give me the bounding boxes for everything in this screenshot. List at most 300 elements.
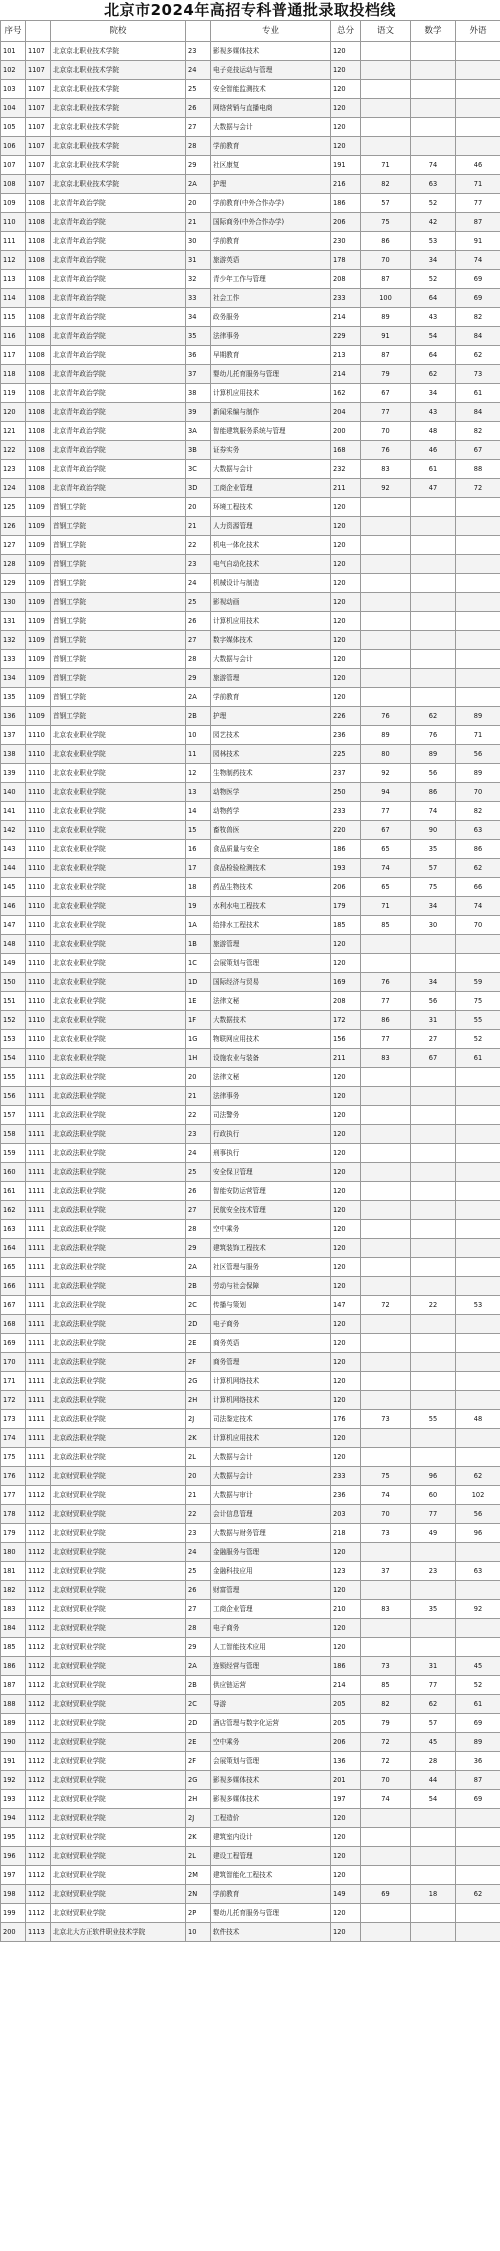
cell-total: 120 (331, 1904, 361, 1923)
cell-school-code: 1110 (26, 935, 51, 954)
cell-foreign: 89 (456, 764, 500, 783)
cell-total: 250 (331, 783, 361, 802)
cell-major-code: 27 (186, 118, 211, 137)
cell-major: 连锁经营与管理 (211, 1657, 331, 1676)
cell-total: 120 (331, 555, 361, 574)
cell-total: 216 (331, 175, 361, 194)
cell-math: 62 (411, 707, 456, 726)
header-chinese: 语文 (361, 21, 411, 42)
cell-chinese: 79 (361, 365, 411, 384)
cell-school-code: 1108 (26, 441, 51, 460)
header-school: 院校 (51, 21, 186, 42)
cell-chinese: 89 (361, 308, 411, 327)
cell-school-code: 1109 (26, 650, 51, 669)
cell-math (411, 1277, 456, 1296)
cell-major: 大数据与会计 (211, 650, 331, 669)
cell-school-code: 1111 (26, 1087, 51, 1106)
cell-math: 77 (411, 1676, 456, 1695)
cell-total: 120 (331, 1220, 361, 1239)
table-row (1, 783, 500, 802)
cell-school-code: 1110 (26, 802, 51, 821)
cell-total: 233 (331, 1467, 361, 1486)
cell-math (411, 1353, 456, 1372)
table-row (1, 612, 500, 631)
cell-school: 首钢工学院 (51, 536, 186, 555)
cell-math (411, 1372, 456, 1391)
cell-index: 115 (1, 308, 26, 327)
cell-major-code: 23 (186, 42, 211, 61)
cell-index: 123 (1, 460, 26, 479)
cell-chinese (361, 593, 411, 612)
cell-foreign (456, 669, 500, 688)
cell-index: 192 (1, 1771, 26, 1790)
cell-chinese: 85 (361, 1676, 411, 1695)
cell-major: 金融科技应用 (211, 1562, 331, 1581)
cell-math: 61 (411, 460, 456, 479)
cell-major: 证券实务 (211, 441, 331, 460)
cell-major-code: 21 (186, 1087, 211, 1106)
cell-total: 225 (331, 745, 361, 764)
cell-chinese (361, 631, 411, 650)
cell-chinese (361, 1847, 411, 1866)
table-row (1, 346, 500, 365)
cell-major: 社区管理与服务 (211, 1258, 331, 1277)
table-row (1, 1182, 500, 1201)
cell-major: 护理 (211, 707, 331, 726)
cell-school-code: 1110 (26, 1011, 51, 1030)
cell-school-code: 1111 (26, 1353, 51, 1372)
table-row (1, 1296, 500, 1315)
cell-major: 建筑装饰工程技术 (211, 1239, 331, 1258)
cell-chinese: 71 (361, 897, 411, 916)
cell-major: 会计信息管理 (211, 1505, 331, 1524)
table-row (1, 251, 500, 270)
cell-index: 164 (1, 1239, 26, 1258)
cell-index: 185 (1, 1638, 26, 1657)
cell-chinese: 85 (361, 916, 411, 935)
cell-school: 北京财贸职业学院 (51, 1676, 186, 1695)
table-row (1, 1087, 500, 1106)
cell-foreign: 82 (456, 308, 500, 327)
cell-chinese: 75 (361, 213, 411, 232)
table-row (1, 479, 500, 498)
cell-major: 国际经济与贸易 (211, 973, 331, 992)
cell-total: 120 (331, 1581, 361, 1600)
cell-major: 数字媒体技术 (211, 631, 331, 650)
cell-index: 103 (1, 80, 26, 99)
cell-major: 畜牧兽医 (211, 821, 331, 840)
cell-major: 婴幼儿托育服务与管理 (211, 1904, 331, 1923)
table-row (1, 289, 500, 308)
cell-major: 设施农业与装备 (211, 1049, 331, 1068)
cell-major: 学前教育 (211, 137, 331, 156)
cell-school: 北京青年政治学院 (51, 232, 186, 251)
cell-chinese: 92 (361, 764, 411, 783)
cell-chinese: 87 (361, 346, 411, 365)
table-row (1, 707, 500, 726)
cell-total: 176 (331, 1410, 361, 1429)
cell-major-code: 14 (186, 802, 211, 821)
cell-math (411, 1125, 456, 1144)
cell-major-code: 29 (186, 156, 211, 175)
cell-major: 给排水工程技术 (211, 916, 331, 935)
cell-index: 174 (1, 1429, 26, 1448)
cell-major-code: 12 (186, 764, 211, 783)
cell-school: 北京农业职业学院 (51, 954, 186, 973)
cell-foreign: 88 (456, 460, 500, 479)
cell-school: 北京政法职业学院 (51, 1448, 186, 1467)
cell-school: 北京政法职业学院 (51, 1106, 186, 1125)
cell-school-code: 1107 (26, 137, 51, 156)
cell-major: 司法鉴定技术 (211, 1410, 331, 1429)
cell-math: 43 (411, 308, 456, 327)
cell-foreign (456, 1125, 500, 1144)
cell-index: 142 (1, 821, 26, 840)
cell-school-code: 1110 (26, 726, 51, 745)
cell-index: 181 (1, 1562, 26, 1581)
cell-total: 120 (331, 1847, 361, 1866)
cell-chinese: 67 (361, 384, 411, 403)
cell-math: 57 (411, 1714, 456, 1733)
cell-math (411, 555, 456, 574)
cell-school-code: 1110 (26, 992, 51, 1011)
cell-major: 国际商务(中外合作办学) (211, 213, 331, 232)
cell-major: 建筑智能化工程技术 (211, 1866, 331, 1885)
cell-chinese (361, 688, 411, 707)
cell-math: 75 (411, 878, 456, 897)
cell-total: 185 (331, 916, 361, 935)
table-row (1, 61, 500, 80)
cell-chinese (361, 935, 411, 954)
cell-major: 园艺技术 (211, 726, 331, 745)
cell-chinese (361, 669, 411, 688)
cell-major: 药品生物技术 (211, 878, 331, 897)
cell-school-code: 1108 (26, 213, 51, 232)
cell-school-code: 1107 (26, 175, 51, 194)
cell-school-code: 1110 (26, 1049, 51, 1068)
cell-math: 67 (411, 1049, 456, 1068)
cell-chinese: 70 (361, 1505, 411, 1524)
cell-total: 206 (331, 1733, 361, 1752)
cell-total: 120 (331, 631, 361, 650)
cell-foreign: 91 (456, 232, 500, 251)
table-row (1, 175, 500, 194)
cell-chinese: 77 (361, 1030, 411, 1049)
cell-total: 233 (331, 802, 361, 821)
cell-chinese (361, 118, 411, 137)
table-row (1, 726, 500, 745)
cell-total: 214 (331, 365, 361, 384)
cell-foreign: 69 (456, 1714, 500, 1733)
cell-total: 186 (331, 840, 361, 859)
cell-math (411, 650, 456, 669)
cell-foreign: 102 (456, 1486, 500, 1505)
cell-major-code: 33 (186, 289, 211, 308)
cell-chinese (361, 574, 411, 593)
cell-major-code: 24 (186, 1543, 211, 1562)
cell-total: 168 (331, 441, 361, 460)
cell-foreign (456, 612, 500, 631)
cell-foreign (456, 1809, 500, 1828)
cell-school-code: 1110 (26, 916, 51, 935)
table-row (1, 1885, 500, 1904)
table-row (1, 1790, 500, 1809)
cell-chinese (361, 1106, 411, 1125)
cell-major: 计算机应用技术 (211, 1429, 331, 1448)
cell-foreign (456, 1543, 500, 1562)
cell-foreign: 63 (456, 821, 500, 840)
cell-school-code: 1109 (26, 688, 51, 707)
cell-chinese: 37 (361, 1562, 411, 1581)
cell-total: 120 (331, 1315, 361, 1334)
cell-index: 198 (1, 1885, 26, 1904)
cell-school: 北京农业职业学院 (51, 764, 186, 783)
cell-school: 北京青年政治学院 (51, 327, 186, 346)
cell-math: 57 (411, 859, 456, 878)
cell-foreign: 69 (456, 270, 500, 289)
cell-total: 120 (331, 1201, 361, 1220)
cell-school: 北京青年政治学院 (51, 346, 186, 365)
cell-major: 大数据与会计 (211, 1448, 331, 1467)
cell-math: 27 (411, 1030, 456, 1049)
cell-major-code: 2P (186, 1904, 211, 1923)
cell-chinese: 74 (361, 859, 411, 878)
cell-foreign (456, 1239, 500, 1258)
cell-school-code: 1112 (26, 1619, 51, 1638)
cell-major-code: 26 (186, 612, 211, 631)
cell-chinese (361, 1904, 411, 1923)
cell-total: 120 (331, 650, 361, 669)
table-row (1, 1125, 500, 1144)
table-row (1, 764, 500, 783)
table-row (1, 99, 500, 118)
cell-major-code: 16 (186, 840, 211, 859)
cell-math (411, 954, 456, 973)
cell-school-code: 1111 (26, 1429, 51, 1448)
cell-total: 120 (331, 137, 361, 156)
cell-total: 120 (331, 612, 361, 631)
cell-major-code: 34 (186, 308, 211, 327)
cell-math: 48 (411, 422, 456, 441)
cell-total: 120 (331, 1277, 361, 1296)
cell-chinese: 86 (361, 232, 411, 251)
cell-school: 北京京北职业技术学院 (51, 99, 186, 118)
cell-major-code: 2B (186, 1676, 211, 1695)
cell-major-code: 2G (186, 1771, 211, 1790)
table-row (1, 992, 500, 1011)
cell-major-code: 29 (186, 669, 211, 688)
cell-school: 北京青年政治学院 (51, 213, 186, 232)
cell-major: 劳动与社会保障 (211, 1277, 331, 1296)
cell-school-code: 1108 (26, 384, 51, 403)
cell-major: 食品质量与安全 (211, 840, 331, 859)
cell-school-code: 1110 (26, 973, 51, 992)
cell-school: 北京财贸职业学院 (51, 1600, 186, 1619)
cell-school: 北京政法职业学院 (51, 1182, 186, 1201)
table-row (1, 935, 500, 954)
cell-school: 北京政法职业学院 (51, 1334, 186, 1353)
cell-school-code: 1108 (26, 479, 51, 498)
admission-score-table (0, 20, 500, 1942)
cell-school: 北京农业职业学院 (51, 935, 186, 954)
cell-school-code: 1107 (26, 80, 51, 99)
cell-school: 北京财贸职业学院 (51, 1467, 186, 1486)
table-row (1, 1315, 500, 1334)
table-row (1, 1201, 500, 1220)
table-row (1, 365, 500, 384)
cell-foreign: 53 (456, 1296, 500, 1315)
cell-math: 56 (411, 992, 456, 1011)
table-row (1, 1505, 500, 1524)
cell-major-code: 2A (186, 688, 211, 707)
table-row (1, 1353, 500, 1372)
cell-index: 139 (1, 764, 26, 783)
cell-major: 学前教育(中外合作办学) (211, 194, 331, 213)
cell-school: 北京财贸职业学院 (51, 1619, 186, 1638)
cell-math (411, 1543, 456, 1562)
cell-foreign (456, 1315, 500, 1334)
cell-total: 120 (331, 1809, 361, 1828)
cell-major-code: 27 (186, 1600, 211, 1619)
cell-foreign (456, 118, 500, 137)
cell-major: 机电一体化技术 (211, 536, 331, 555)
cell-school: 北京财贸职业学院 (51, 1752, 186, 1771)
cell-major: 旅游管理 (211, 935, 331, 954)
cell-total: 205 (331, 1714, 361, 1733)
cell-total: 162 (331, 384, 361, 403)
cell-school-code: 1108 (26, 422, 51, 441)
cell-school-code: 1113 (26, 1923, 51, 1942)
cell-major: 机械设计与制造 (211, 574, 331, 593)
cell-school: 北京农业职业学院 (51, 916, 186, 935)
cell-chinese (361, 1125, 411, 1144)
cell-index: 121 (1, 422, 26, 441)
cell-chinese (361, 1239, 411, 1258)
cell-foreign (456, 688, 500, 707)
cell-math: 62 (411, 1695, 456, 1714)
cell-foreign: 73 (456, 365, 500, 384)
cell-major: 会展策划与管理 (211, 954, 331, 973)
cell-school: 北京政法职业学院 (51, 1087, 186, 1106)
cell-total: 229 (331, 327, 361, 346)
cell-total: 120 (331, 1258, 361, 1277)
cell-index: 182 (1, 1581, 26, 1600)
cell-major-code: 26 (186, 1581, 211, 1600)
cell-foreign: 74 (456, 251, 500, 270)
cell-index: 150 (1, 973, 26, 992)
cell-index: 173 (1, 1410, 26, 1429)
cell-major: 影视动画 (211, 593, 331, 612)
cell-total: 237 (331, 764, 361, 783)
cell-index: 189 (1, 1714, 26, 1733)
cell-school: 北京政法职业学院 (51, 1296, 186, 1315)
header-foreign: 外语 (456, 21, 500, 42)
cell-total: 120 (331, 1353, 361, 1372)
cell-major-code: 2C (186, 1296, 211, 1315)
cell-major: 供应链运营 (211, 1676, 331, 1695)
cell-chinese: 76 (361, 973, 411, 992)
cell-index: 179 (1, 1524, 26, 1543)
table-row (1, 878, 500, 897)
cell-index: 138 (1, 745, 26, 764)
table-row (1, 1619, 500, 1638)
cell-major-code: 32 (186, 270, 211, 289)
cell-index: 170 (1, 1353, 26, 1372)
cell-school: 北京农业职业学院 (51, 973, 186, 992)
cell-school-code: 1111 (26, 1372, 51, 1391)
cell-total: 120 (331, 1923, 361, 1942)
cell-index: 160 (1, 1163, 26, 1182)
cell-chinese: 76 (361, 441, 411, 460)
cell-math (411, 1581, 456, 1600)
cell-foreign (456, 1429, 500, 1448)
cell-school-code: 1108 (26, 365, 51, 384)
cell-major-code: 10 (186, 726, 211, 745)
cell-school-code: 1111 (26, 1125, 51, 1144)
cell-school: 北京农业职业学院 (51, 1011, 186, 1030)
table-row (1, 1923, 500, 1942)
cell-major-code: 29 (186, 1638, 211, 1657)
cell-school: 北京政法职业学院 (51, 1353, 186, 1372)
cell-major: 司法警务 (211, 1106, 331, 1125)
table-row (1, 441, 500, 460)
cell-foreign: 52 (456, 1676, 500, 1695)
table-row (1, 1467, 500, 1486)
cell-major-code: 25 (186, 1562, 211, 1581)
cell-total: 120 (331, 517, 361, 536)
cell-math: 23 (411, 1562, 456, 1581)
cell-foreign (456, 1828, 500, 1847)
cell-major: 智能建筑服务系统与管理 (211, 422, 331, 441)
cell-chinese (361, 555, 411, 574)
cell-school: 北京政法职业学院 (51, 1144, 186, 1163)
cell-chinese (361, 498, 411, 517)
cell-foreign (456, 1220, 500, 1239)
cell-foreign (456, 1372, 500, 1391)
cell-major-code: 1A (186, 916, 211, 935)
header-index: 序号 (1, 21, 26, 42)
cell-school-code: 1107 (26, 118, 51, 137)
cell-major-code: 1C (186, 954, 211, 973)
cell-school: 北京政法职业学院 (51, 1410, 186, 1429)
cell-math: 46 (411, 441, 456, 460)
cell-school-code: 1112 (26, 1695, 51, 1714)
cell-math (411, 1904, 456, 1923)
cell-major: 政务服务 (211, 308, 331, 327)
cell-major: 会展策划与管理 (211, 1752, 331, 1771)
cell-foreign: 62 (456, 346, 500, 365)
cell-foreign: 71 (456, 726, 500, 745)
cell-school-code: 1112 (26, 1847, 51, 1866)
cell-chinese: 72 (361, 1296, 411, 1315)
cell-index: 197 (1, 1866, 26, 1885)
cell-math: 31 (411, 1011, 456, 1030)
cell-major-code: 21 (186, 517, 211, 536)
cell-foreign: 82 (456, 802, 500, 821)
cell-total: 236 (331, 1486, 361, 1505)
cell-foreign (456, 650, 500, 669)
cell-total: 120 (331, 1391, 361, 1410)
cell-school-code: 1111 (26, 1068, 51, 1087)
cell-total: 210 (331, 1600, 361, 1619)
cell-major-code: 22 (186, 536, 211, 555)
table-row (1, 1600, 500, 1619)
cell-math (411, 1828, 456, 1847)
table-row (1, 42, 500, 61)
table-row (1, 1524, 500, 1543)
cell-major-code: 2A (186, 1657, 211, 1676)
cell-index: 186 (1, 1657, 26, 1676)
